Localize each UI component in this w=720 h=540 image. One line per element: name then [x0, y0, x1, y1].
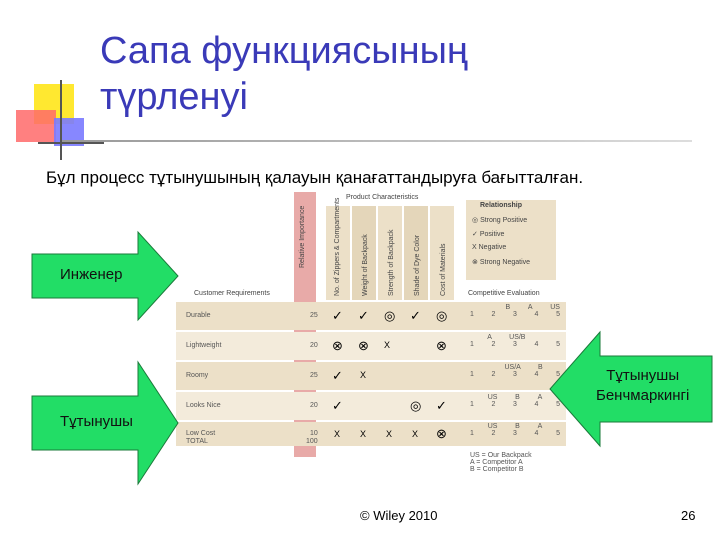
relationship-legend [466, 200, 556, 280]
horizontal-rule [38, 142, 104, 144]
relationship-cell: ◎ [410, 398, 422, 413]
key-item: A = Competitor A [470, 459, 523, 466]
requirement-label: Lightweight [186, 342, 222, 349]
characteristic-label: Weight of Backpack [362, 234, 369, 296]
page-number: 26 [681, 508, 696, 523]
competitor-key [470, 452, 566, 473]
positive-icon: ✓ [472, 231, 478, 238]
relationship-cell: ✓ [436, 398, 447, 413]
red-square [16, 110, 56, 142]
product-characteristics-label: Product Characteristics [346, 194, 419, 201]
requirement-label: Looks Nice [186, 402, 221, 409]
importance-value: 25 [310, 372, 318, 379]
characteristic-label: Shade of Dye Color [414, 234, 421, 296]
relationship-cell: ⊗ [436, 426, 447, 441]
copyright-footer: © Wiley 2010 [360, 508, 438, 523]
requirement-row [176, 362, 566, 390]
vertical-rule [60, 80, 62, 160]
relationship-cell: ✓ [332, 368, 343, 383]
importance-value: 10 [310, 430, 318, 437]
relationship-cell: X [360, 370, 367, 380]
decorative-logo [8, 80, 103, 170]
requirement-label: Low Cost [186, 430, 216, 437]
relationship-cell: ✓ [410, 308, 421, 323]
relationship-cell: X [334, 429, 341, 439]
importance-value: 25 [310, 312, 318, 319]
total-value: 100 [306, 438, 318, 445]
competitive-scale: A US/B 1 2 3 4 5 [470, 334, 560, 348]
benchmark-label-line-2: Бенчмаркингі [596, 387, 690, 404]
relationship-cell: ✓ [358, 308, 369, 323]
house-of-quality-figure [176, 186, 566, 486]
importance-value: 20 [310, 342, 318, 349]
relationship-cell: ✓ [332, 308, 343, 323]
importance-value: 20 [310, 402, 318, 409]
key-item: B = Competitor B [470, 466, 524, 473]
relationship-cell: X [360, 429, 367, 439]
customer-requirements-label: Customer Requirements [194, 290, 270, 297]
total-label: TOTAL [186, 438, 208, 445]
competitive-scale: US B A 1 2 3 4 5 [470, 394, 560, 408]
relationship-cell: X [384, 340, 391, 350]
engineer-arrow-label: Инженер [60, 266, 123, 283]
key-item: US = Our Backpack [470, 452, 532, 459]
benchmark-label-line-1: Тұтынушы [606, 367, 680, 384]
title-line-1: Сапа функциясының [100, 30, 468, 72]
requirement-row [176, 332, 566, 360]
strong-negative-icon: ⊗ [472, 259, 478, 266]
characteristic-label: Cost of Materials [440, 243, 447, 296]
legend-title: Relationship [480, 202, 523, 209]
relationship-cell: ⊗ [332, 338, 343, 353]
competitive-scale: US B A 1 2 3 4 5 [470, 423, 560, 437]
benchmark-arrow-label [596, 366, 689, 406]
relative-importance-label: Relative Importance [299, 205, 306, 268]
legend-item: ◎ Strong Positive [472, 217, 528, 224]
relationship-cell: X [386, 429, 393, 439]
relationship-cell: ⊗ [436, 338, 447, 353]
relationship-cell: ⊗ [358, 338, 369, 353]
title-line-2: түрленуі [100, 76, 248, 118]
relationship-cell: ◎ [436, 308, 448, 323]
slide-subtitle: Бұл процесс тұтынушының қалауын қанағаттандыруға бағытталған. [46, 168, 584, 187]
strong-positive-icon: ◎ [472, 217, 479, 224]
relationship-cell: ◎ [384, 308, 396, 323]
competitive-scale: B A US 1 2 3 4 5 [470, 304, 560, 318]
legend-item: ⊗ Strong Negative [472, 259, 531, 266]
characteristic-label: Strength of Backpack [388, 229, 395, 296]
requirement-row [176, 302, 566, 330]
relationship-cell: ✓ [332, 398, 343, 413]
consumer-arrow-label: Тұтынушы [60, 413, 133, 430]
requirement-label: Durable [186, 312, 211, 319]
title-divider [62, 140, 692, 142]
competitive-scale: US/A B 1 2 3 4 5 [470, 364, 560, 378]
competitive-evaluation-label: Competitive Evaluation [468, 290, 540, 297]
slide-title [100, 28, 468, 120]
requirement-row [176, 392, 566, 420]
relationship-cell: X [412, 429, 419, 439]
requirement-label: Roomy [186, 372, 209, 379]
characteristic-label: No. of Zippers & Compartments [334, 197, 341, 296]
legend-item: X Negative [472, 244, 507, 251]
negative-icon: X [472, 244, 477, 251]
legend-item: ✓ Positive [472, 231, 505, 238]
total-row [176, 438, 322, 450]
